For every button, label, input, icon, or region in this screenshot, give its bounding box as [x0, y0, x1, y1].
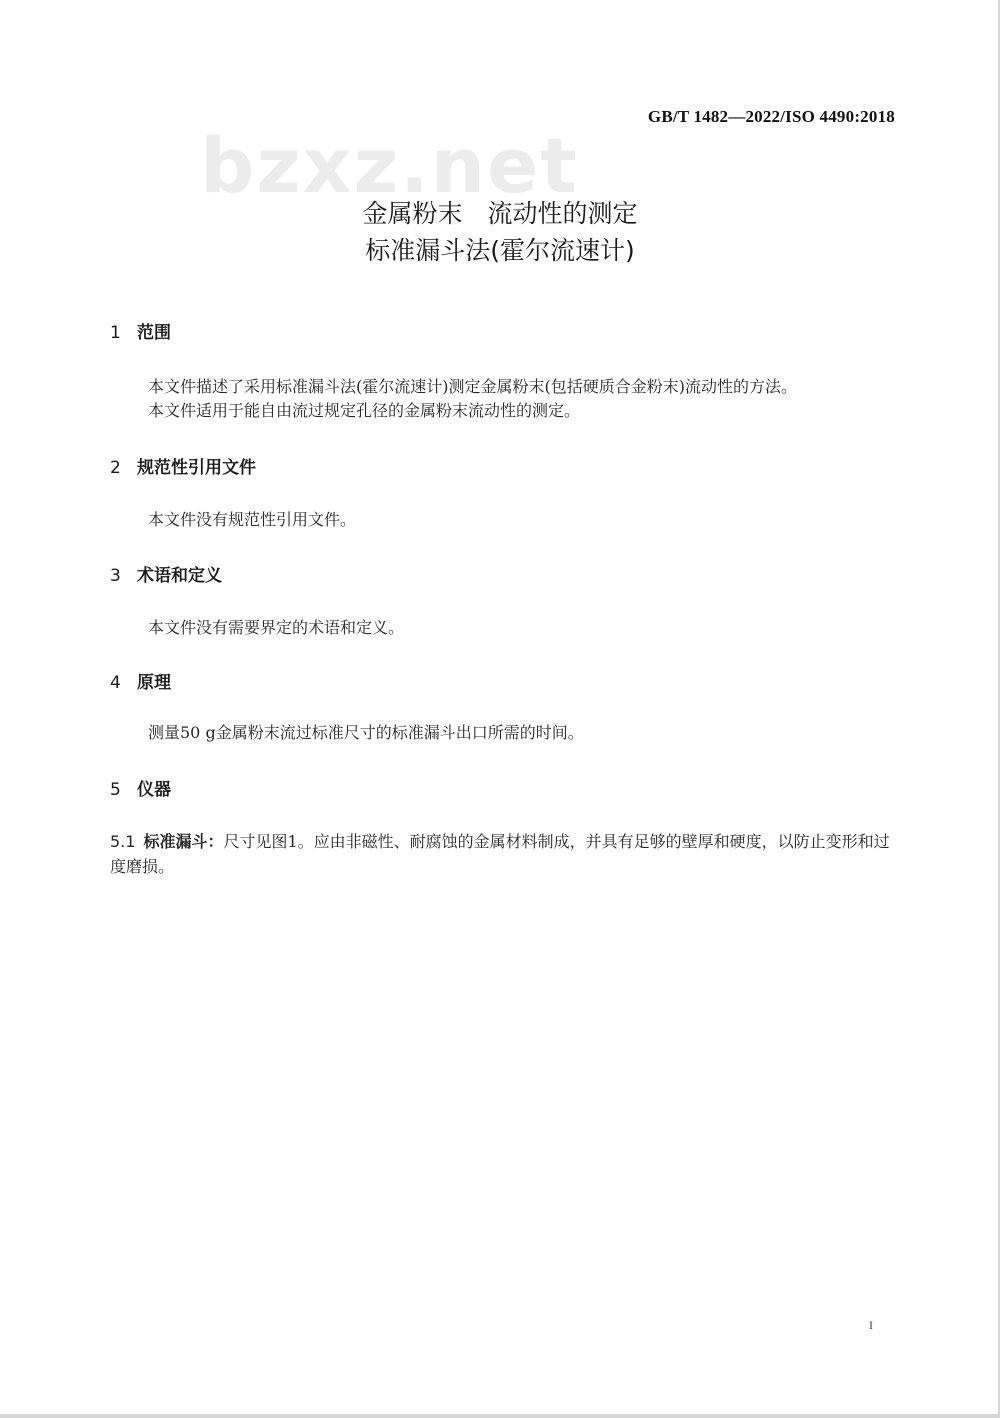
section-heading-terms-definitions [110, 561, 222, 586]
section-paragraph: 本文件没有规范性引用文件。 [148, 510, 357, 529]
section-heading-normative-references [110, 453, 256, 478]
section-paragraph: 测量50 g金属粉末流过标准尺寸的标准漏斗出口所需的时间。 [148, 723, 584, 742]
document-title-line-1: 金属粉末 流动性的测定 [362, 199, 638, 228]
section-heading-scope [110, 318, 171, 343]
section-title: 仪器 [137, 780, 171, 800]
document-title-line-2: 标准漏斗法(霍尔流速计) [365, 236, 635, 265]
section-number: 5 [110, 780, 121, 800]
section-paragraph: 本文件适用于能自由流过规定孔径的金属粉末流动性的测定。 [148, 401, 581, 420]
section-number: 2 [110, 458, 121, 478]
clause-term: 标准漏斗： [143, 832, 224, 851]
clause-number: 5.1 [110, 832, 136, 851]
section-heading-apparatus [110, 775, 171, 800]
section-paragraph: 本文件没有需要界定的术语和定义。 [148, 618, 405, 637]
clause-text: 尺寸见图1。应由非磁性、耐腐蚀的金属材料制成，并具有足够的壁厚和硬度，以防止变形和过度磨损。 [110, 832, 890, 876]
clause-5-1 [110, 829, 902, 879]
section-heading-principle [110, 668, 171, 693]
page-number: I [869, 1318, 873, 1332]
section-title: 规范性引用文件 [137, 458, 256, 478]
section-number: 3 [110, 566, 121, 586]
standard-code: GB/T 1482—2022/ISO 4490:2018 [647, 107, 895, 126]
section-number: 4 [110, 673, 121, 693]
section-title: 范围 [137, 323, 171, 343]
section-number: 1 [110, 323, 121, 343]
section-paragraph: 本文件描述了采用标准漏斗法(霍尔流速计)测定金属粉末(包括硬质合金粉末)流动性的方法。 [148, 377, 797, 396]
section-title: 术语和定义 [137, 566, 222, 586]
section-title: 原理 [137, 673, 171, 693]
watermark: bzxz.net [200, 121, 579, 210]
